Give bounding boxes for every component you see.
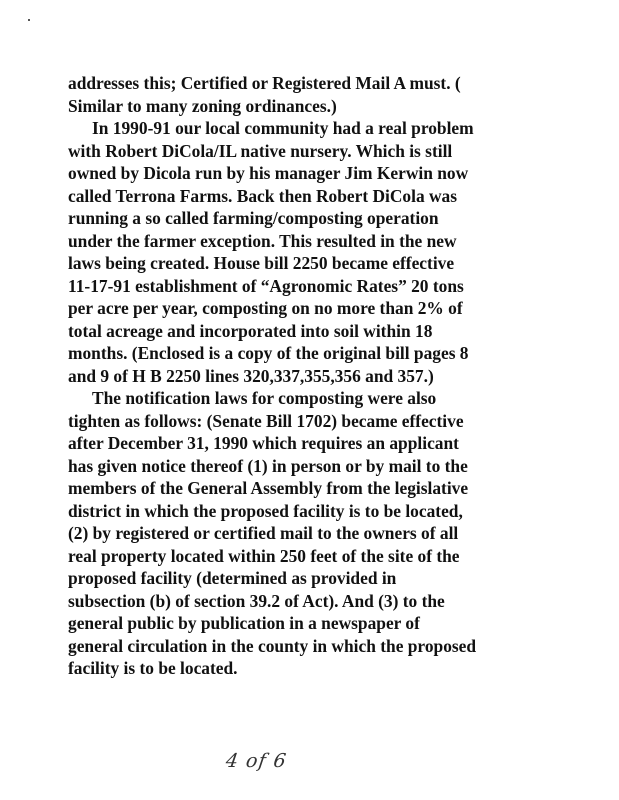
text-line: total acreage and incorporated into soil within 18 [68,320,433,341]
text-line: per acre per year, composting on no more than 2% of [68,298,463,318]
paragraph-start-line: The notification laws for composting were also [92,388,437,408]
text-line: general public by publication in a newspaper of [68,613,420,633]
paragraph-start-line: In 1990-91 our local community had a real problem [92,118,474,138]
text-line: proposed facility (determined as provided in [68,568,397,588]
text-line: real property located within 250 feet of the site of the [68,545,460,566]
text-line: facility is to be located. [68,658,238,678]
text-line: with Robert DiCola/IL native nursery. Which is still [68,140,453,161]
document-body [68,72,558,680]
text-line: called Terrona Farms. Back then Robert DiCola was [68,185,458,206]
text-line: under the farmer exception. This resulted in the new [68,230,457,251]
scan-speck [28,19,30,21]
text-line: district in which the proposed facility is to be located, [68,500,463,521]
text-line: running a so called farming/composting operation [68,208,439,228]
text-line: owned by Dicola run by his manager Jim Kerwin now [68,163,469,183]
text-line: Similar to many zoning ordinances.) [68,95,337,116]
text-line: addresses this; Certified or Registered Mail A must. ( [68,73,461,93]
text-line: members of the General Assembly from the legislative [68,478,469,498]
text-line: has given notice thereof (1) in person or by mail to the [68,455,468,476]
text-line: 11-17-91 establishment of “Agronomic Rates” 20 tons [68,275,464,296]
text-line: subsection (b) of section 39.2 of Act). And (3) to the [68,590,445,611]
text-line: laws being created. House bill 2250 became effective [68,253,455,273]
text-line: (2) by registered or certified mail to the owners of all [68,523,459,543]
text-line: months. (Enclosed is a copy of the original bill pages 8 [68,343,469,363]
text-line: general circulation in the county in which the proposed [68,635,477,656]
handwritten-page-number: 4 of 6 [224,750,289,772]
text-line: and 9 of H B 2250 lines 320,337,355,356 and 357.) [68,365,434,386]
text-line: after December 31, 1990 which requires an applicant [68,433,459,453]
text-line: tighten as follows: (Senate Bill 1702) became effective [68,410,464,431]
